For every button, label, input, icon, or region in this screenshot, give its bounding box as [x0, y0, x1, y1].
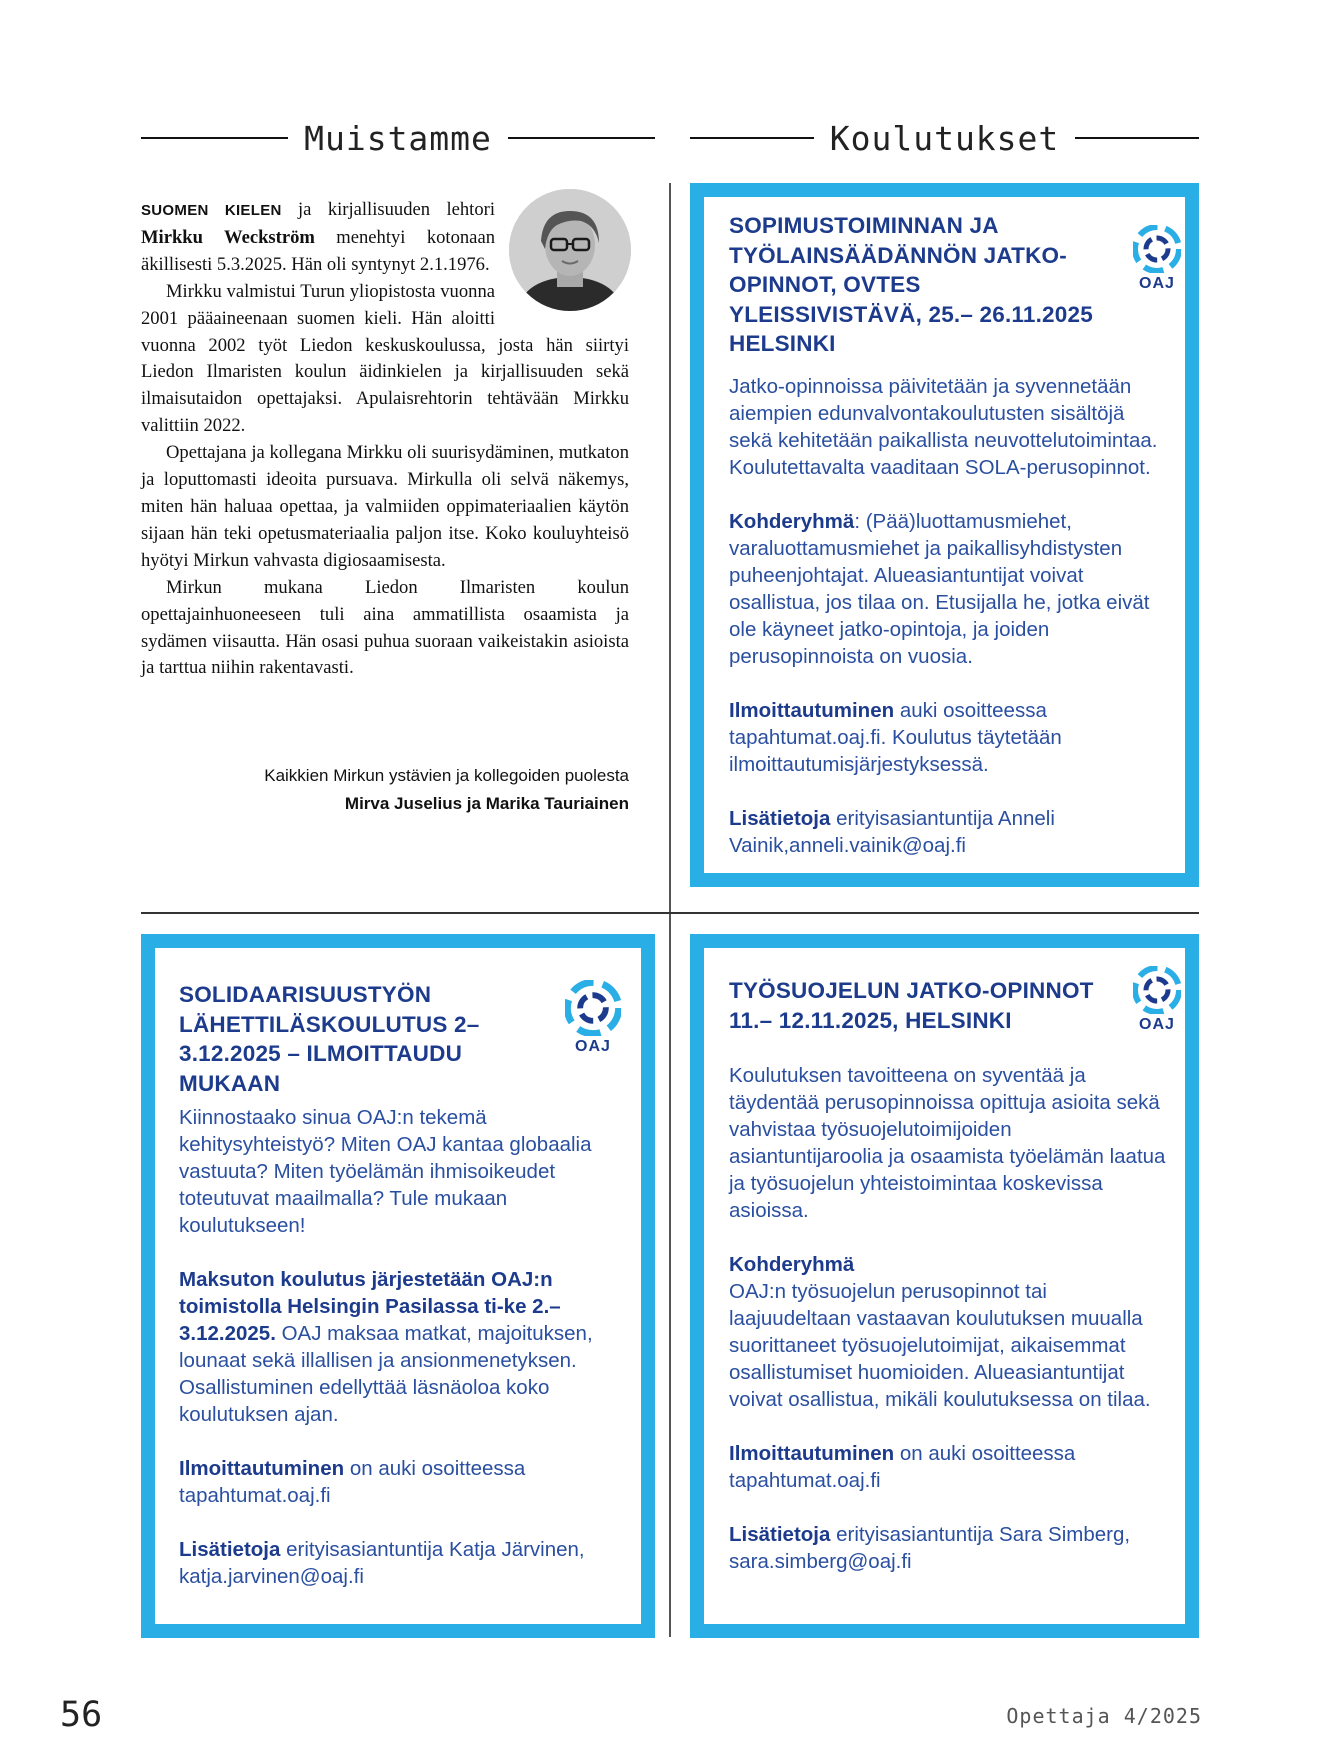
obituary-paragraph-2: Mirkku valmistui Turun yliopistosta vuonna 2001 pääaineenaan suomen kieli. Hän aloitti vuonna 2002 työt Liedon keskuskoulussa, josta hän siirtyi Liedon Ilmaristen koulun äidinkielen ja kirjallisuuden sekä ilmaisutaidon opettajaksi. Apulaisrehtorin tehtävään Mirkku valittiin 2022. — [141, 280, 629, 437]
course-target — [729, 508, 1169, 670]
course-body — [729, 1062, 1169, 1575]
signup-label: Ilmoittautuminen — [729, 1442, 895, 1465]
info-text: erityisasiantuntija Katja Järvinen, katja.jarvinen@oaj.fi — [179, 1538, 585, 1588]
course-free — [179, 1266, 619, 1428]
signup-text: on auki osoitteessa tapahtumat.oaj.fi — [729, 1442, 1076, 1492]
course-title: SOLIDAARISUUSTYÖN LÄHETTILÄSKOULUTUS 2–3.12.2025 – ILMOITTAUDU MUKAAN — [179, 982, 480, 1096]
obituary-text: menehtyi kotonaan äkillisesti 5.3.2025. Hän oli syntynyt 2.1.1976. — [141, 226, 495, 275]
free-label: Maksuton koulutus järjestetään OAJ:n toimistolla Helsingin Pasilassa ti-ke 2.–3.12.2025. — [179, 1268, 561, 1345]
course-body — [729, 373, 1169, 859]
oaj-logo-text: OAJ — [1139, 275, 1175, 292]
course-title: SOPIMUSTOIMINNAN JA TYÖLAINSÄÄDÄNNÖN JATKO-OPINNOT, OVTES YLEISSIVISTÄVÄ, 25.– 26.11.2025 HELSINKI — [729, 213, 1093, 356]
course-signup — [729, 697, 1169, 778]
signup-text: auki osoitteessa tapahtumat.oaj.fi. Koulutus täytetään ilmoittautumisjärjestyksessä. — [729, 698, 1062, 776]
course-box-sopimustoiminta — [690, 183, 1199, 887]
course-intro: Kiinnostaako sinua OAJ:n tekemä kehitysyhteistyö? Miten OAJ kantaa globaalia vastuuta? Miten työelämän ihmisoikeudet toteutuvat maailmalla? Tule mukaan koulutukseen! — [179, 1106, 592, 1237]
info-label: Lisätietoja — [729, 1523, 831, 1546]
portrait-photo — [509, 189, 631, 311]
header-rule — [690, 137, 814, 139]
course-intro: Jatko-opinnoissa päivitetään ja syvennetään aiempien edunvalvontakoulutusten sisältöjä sekä kehitetään paikallista neuvottelutoimintaa. Koulutettavalta vaaditaan SOLA-perusopinnot. — [729, 374, 1158, 479]
target-label: Kohderyhmä — [729, 509, 855, 533]
header-rule — [141, 137, 288, 139]
header-rule — [508, 137, 655, 139]
course-info — [179, 1536, 619, 1590]
signup-text: on auki osoitteessa tapahtumat.oaj.fi — [179, 1457, 526, 1507]
info-text: erityisasiantuntija Sara Simberg, sara.simberg@oaj.fi — [729, 1523, 1131, 1573]
obituary-signature — [141, 762, 629, 818]
info-label: Lisätietoja — [179, 1538, 281, 1561]
section-header-right — [690, 118, 1199, 158]
course-signup — [729, 1440, 1169, 1494]
section-title-koulutukset: Koulutukset — [829, 118, 1060, 158]
info-label: Lisätietoja — [729, 806, 831, 830]
free-text: OAJ maksaa matkat, majoituksen, lounaat sekä illallisen ja ansionmenetyksen. Osallistuminen edellyttää läsnäoloa koko koulutuksen ajan. — [179, 1322, 593, 1426]
course-content — [179, 980, 619, 1590]
course-intro: Koulutuksen tavoitteena on syventää ja täydentää perusopinnoissa opittuja asioita sekä vahvistaa työsuojelutoimijoiden asiantuntijaroolia ja osaamista työelämän laatua ja työsuojelun yhteistoimintaa koskevissa asioissa. — [729, 1064, 1166, 1222]
obituary-paragraph-4: Mirkun mukana Liedon Ilmaristen koulun opettajainhuoneeseen tuli aina ammatillista osaamista ja sydämen viisautta. Hän osasi puhua suoraan vaikeistakin asioista ja tarttua niihin rakentavasti. — [141, 576, 629, 679]
course-box-solidaarisuustyo — [141, 934, 655, 1638]
course-content — [729, 211, 1169, 859]
oaj-logo-text: OAJ — [575, 1038, 611, 1055]
signup-label: Ilmoittautuminen — [729, 698, 895, 722]
course-signup — [179, 1455, 619, 1509]
course-info — [729, 1521, 1169, 1575]
header-rule — [1075, 137, 1199, 139]
target-text: OAJ:n työsuojelun perusopinnot tai laajuudeltaan vastaavan koulutuksen muualla suorittaneet työsuojelutoimijat, aikaisemmat osallistumiset huomioiden. Alueasiantuntijat voivat osallistua, mikäli koulutuksessa on tilaa. — [729, 1280, 1151, 1411]
obituary — [141, 197, 629, 682]
target-text: : (Pää)luottamusmiehet, varaluottamusmiehet ja paikallisyhdistysten puheenjohtajat. Alueasiantuntijat voivat osallistua, jos tilaa on. Etusijalla he, jotka eivät ole käyneet jatko-opintoja, ja joiden perusopinnoista on vuosia. — [729, 509, 1150, 668]
course-content — [729, 976, 1169, 1575]
row-divider — [141, 912, 1199, 914]
course-info — [729, 805, 1169, 859]
target-label: Kohderyhmä — [729, 1253, 855, 1276]
obituary-paragraph-3: Opettajana ja kollegana Mirkku oli suurisydäminen, mutkaton ja loputtomasti ideoita pursuava. Mirkulla oli selvä näkemys, miten hän haluaa opettaa, ja valmiiden oppimateriaalien käytön sijaan hän teki opetusmateriaalia paljon itse. Koko kouluyhteisö hyötyi Mirkun vahvasta digiosaamisesta. — [141, 442, 629, 571]
deceased-name: Mirkku Weckström — [141, 226, 315, 248]
signature-names: Mirva Juselius ja Marika Tauriainen — [344, 794, 629, 813]
obituary-lead: SUOMEN KIELEN — [141, 202, 282, 219]
course-target — [729, 1251, 1169, 1413]
publication-info: Opettaja 4/2025 — [1006, 1704, 1202, 1728]
course-title: TYÖSUOJELUN JATKO-OPINNOT 11.– 12.11.2025, HELSINKI — [729, 978, 1094, 1033]
section-header-left — [141, 118, 655, 158]
signup-label: Ilmoittautuminen — [179, 1457, 345, 1480]
page-number: 56 — [60, 1695, 103, 1735]
course-body — [179, 1104, 619, 1590]
section-title-muistamme: Muistamme — [304, 118, 492, 158]
column-divider — [669, 183, 671, 1637]
signature-line: Kaikkien Mirkun ystävien ja kollegoiden puolesta — [264, 766, 629, 785]
info-text: erityisasiantuntija Anneli Vainik,anneli.vainik@oaj.fi — [729, 806, 1055, 857]
oaj-logo-text: OAJ — [1139, 1016, 1175, 1033]
course-box-tyosuojelu — [690, 934, 1199, 1638]
obituary-text: ja kirjallisuuden lehtori — [281, 199, 495, 220]
